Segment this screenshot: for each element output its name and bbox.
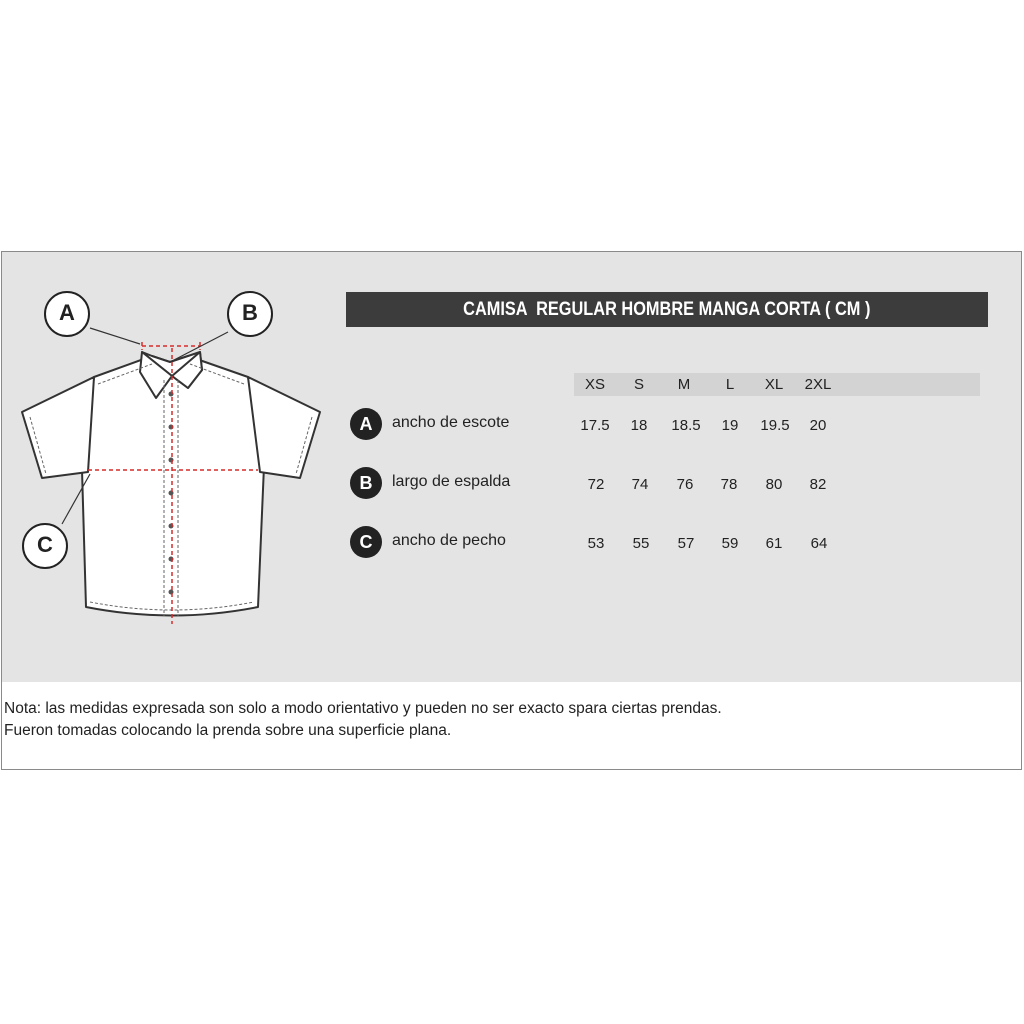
row-label-b: largo de espalda [392, 473, 511, 490]
callout-a-label: A [59, 300, 75, 325]
table-cell: 80 [765, 476, 783, 493]
table-cell: 20 [809, 417, 827, 434]
title-text: CAMISA REGULAR HOMBRE MANGA CORTA ( CM ) [463, 298, 871, 320]
table-cell: 74 [631, 476, 649, 493]
table-cell: 72 [587, 476, 605, 493]
size-xs: XS [584, 376, 605, 393]
callout-c-label: C [37, 532, 53, 557]
size-s: S [633, 376, 644, 393]
callout-b-label: B [242, 300, 258, 325]
row-label-a: ancho de escote [392, 414, 510, 431]
size-chart-title [346, 292, 988, 327]
table-cell: 59 [721, 535, 739, 552]
size-l: L [725, 376, 735, 393]
table-cell: 18 [630, 417, 648, 434]
row-badge-c: C [350, 526, 382, 558]
table-cell: 55 [632, 535, 650, 552]
row-label-c: ancho de pecho [392, 532, 506, 549]
table-cell: 18.5 [671, 417, 701, 434]
table-cell: 61 [765, 535, 783, 552]
table-cell: 19 [721, 417, 739, 434]
row-badge-a: A [350, 408, 382, 440]
table-cell: 64 [810, 535, 828, 552]
table-cell: 53 [587, 535, 605, 552]
table-cell: 78 [720, 476, 738, 493]
table-cell: 19.5 [760, 417, 790, 434]
note-line-1: Nota: las medidas expresada son solo a modo orientativo y pueden no ser exacto spara ciertas prendas. [4, 700, 722, 717]
size-m: M [677, 376, 691, 393]
note-line-2: Fueron tomadas colocando la prenda sobre una superficie plana. [4, 722, 452, 739]
size-2xl: 2XL [804, 376, 832, 393]
table-cell: 76 [676, 476, 694, 493]
table-cell: 17.5 [580, 417, 610, 434]
size-chart-card [1, 251, 1022, 770]
size-xl: XL [764, 376, 784, 393]
size-chart-panel [2, 252, 1021, 682]
table-cell: 82 [809, 476, 827, 493]
table-cell: 57 [677, 535, 695, 552]
disclaimer-note [4, 698, 722, 742]
row-badge-b: B [350, 467, 382, 499]
